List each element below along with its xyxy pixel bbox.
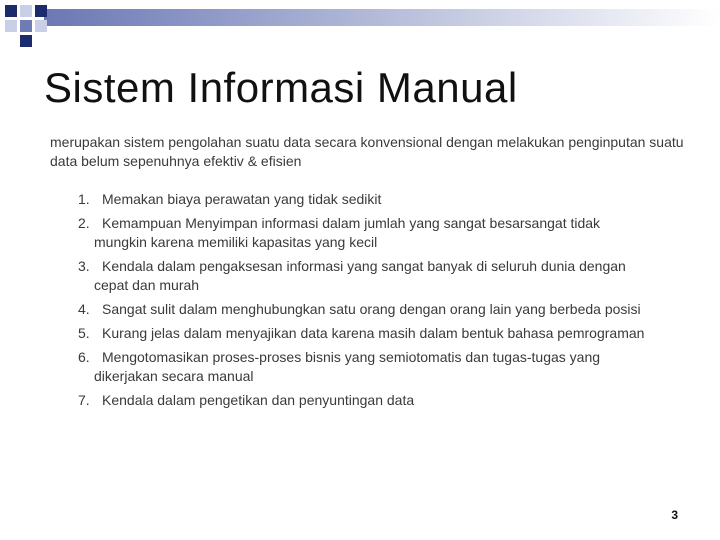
item-number: 7. — [78, 392, 90, 408]
deco-square — [5, 20, 17, 32]
item-text: Mengotomasikan proses-proses bisnis yang semiotomatis dan tugas-tugas yang — [102, 349, 601, 365]
deco-square — [20, 20, 32, 32]
item-text: Sangat sulit dalam menghubungkan satu orang dengan orang lain yang berbeda posisi — [102, 301, 641, 317]
intro-text: merupakan sistem pengolahan suatu data secara konvensional dengan melakukan penginputan suatu data belum sepenuhnya efektiv & efisien — [50, 134, 684, 169]
list-item — [78, 213, 678, 252]
item-number: 3. — [78, 258, 90, 274]
item-text: Kemampuan Menyimpan informasi dalam jumlah yang sangat besarsangat tidak — [102, 215, 601, 231]
header-band — [44, 9, 720, 26]
list-item — [78, 299, 678, 319]
item-continuation: cepat dan murah — [94, 277, 200, 293]
item-continuation: dikerjakan secara manual — [94, 368, 254, 384]
item-number: 6. — [78, 349, 90, 365]
bullet-list — [78, 189, 678, 414]
item-text: Kurang jelas dalam menyajikan data karena masih dalam bentuk bahasa pemrograman — [102, 325, 645, 341]
deco-square — [35, 20, 47, 32]
list-item — [78, 256, 678, 295]
header-decoration — [0, 0, 720, 50]
item-text: Kendala dalam pengaksesan informasi yang sangat banyak di seluruh dunia dengan — [102, 258, 626, 274]
list-item — [78, 390, 678, 410]
item-text: Kendala dalam pengetikan dan penyuntingan data — [102, 392, 415, 408]
item-continuation: mungkin karena memiliki kapasitas yang kecil — [94, 234, 378, 250]
list-item — [78, 323, 678, 343]
item-text: Memakan biaya perawatan yang tidak sedikit — [102, 191, 382, 207]
item-number: 4. — [78, 301, 90, 317]
page-number: 3 — [671, 508, 678, 522]
item-number: 2. — [78, 215, 90, 231]
deco-square — [35, 5, 47, 17]
slide-title: Sistem Informasi Manual — [44, 64, 518, 111]
deco-square — [20, 35, 32, 47]
item-number: 1. — [78, 191, 90, 207]
deco-square — [20, 5, 32, 17]
item-number: 5. — [78, 325, 90, 341]
deco-square — [5, 5, 17, 17]
list-item — [78, 189, 678, 209]
list-item — [78, 347, 678, 386]
